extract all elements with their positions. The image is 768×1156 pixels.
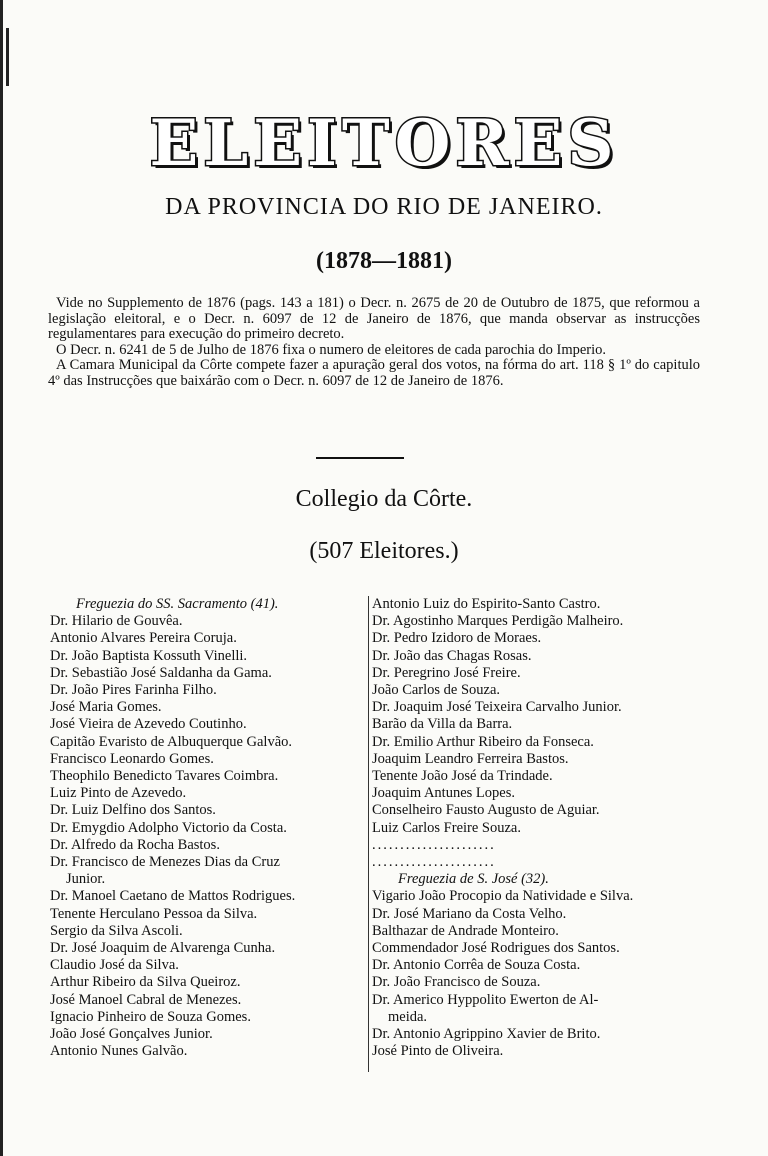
list-item: José Manoel Cabral de Menezes. [50,991,242,1008]
intro-paragraph-2: O Decr. n. 6241 de 5 de Julho de 1876 fixa o numero de eleitores de cada parochia do Imperio. [56,341,607,358]
list-item: Capitão Evaristo de Albuquerque Galvão. [50,733,293,750]
college-title: Collegio da Côrte. [295,486,473,512]
list-item: José Maria Gomes. [50,699,162,716]
list-item: Arthur Ribeiro da Silva Queiroz. [50,974,241,991]
intro-paragraph-3: A Camara Municipal da Côrte compete fazer a apuração geral dos votos, na fórma do art. 118 § 1º do capitulo 4º das Instrucções que baixárão com o Decr. n. 6097 de 12 de Janeiro de 1876. [48,357,700,389]
parish-heading: Freguezia de S. José (32). [398,871,549,888]
list-item: Dr. Francisco de Menezes Dias da Cruz [50,854,280,871]
page-edge-mark [6,28,9,86]
list-item: Dr. Joaquim José Teixeira Carvalho Junior. [372,699,622,716]
page-title: ELEITORES [149,106,619,181]
ellipsis-line: ...................... [372,854,496,871]
intro-notes [48,296,700,389]
list-item: Antonio Luiz do Espirito-Santo Castro. [372,596,601,612]
list-item: Balthazar de Andrade Monteiro. [372,922,559,939]
list-item: Dr. Luiz Delfino dos Santos. [50,802,216,819]
right-column [372,596,690,1060]
list-item: José Pinto de Oliveira. [372,1043,504,1060]
column-divider [368,596,369,1072]
list-item: Antonio Alvares Pereira Coruja. [50,630,237,647]
list-item: Dr. Sebastião José Saldanha da Gama. [50,664,272,681]
list-item: Dr. Manoel Caetano de Mattos Rodrigues. [50,888,296,905]
list-item: Tenente João José da Trindade. [372,768,553,785]
list-item: Antonio Nunes Galvão. [50,1043,188,1060]
list-item: Claudio José da Silva. [50,957,179,974]
list-item: Luiz Carlos Freire Souza. [372,819,521,836]
list-item: Francisco Leonardo Gomes. [50,750,214,767]
list-item: Dr. Emygdio Adolpho Victorio da Costa. [50,819,287,836]
list-item: Dr. Peregrino José Freire. [372,664,521,681]
list-item: Luiz Pinto de Azevedo. [50,785,187,802]
list-item: Barão da Villa da Barra. [372,716,513,733]
list-item: Dr. Alfredo da Rocha Bastos. [50,836,220,853]
page-subtitle: DA PROVINCIA DO RIO DE JANEIRO. [165,194,603,220]
list-item: Dr. Agostinho Marques Perdigão Malheiro. [372,613,624,630]
list-item: Tenente Herculano Pessoa da Silva. [50,905,258,922]
list-item: Sergio da Silva Ascoli. [50,922,183,939]
list-item: Conselheiro Fausto Augusto de Aguiar. [372,802,600,819]
list-item: Dr. João Baptista Kossuth Vinelli. [50,647,248,664]
list-item: Joaquim Antunes Lopes. [372,785,515,802]
parish-heading: Freguezia do SS. Sacramento (41). [76,596,279,612]
list-item: José Vieira de Azevedo Coutinho. [50,716,247,733]
list-item: Dr. João das Chagas Rosas. [372,647,532,664]
list-item: Dr. Pedro Izidoro de Moraes. [372,630,542,647]
year-range: (1878—1881) [316,248,452,274]
left-column [50,596,368,1060]
list-item: Dr. João Francisco de Souza. [372,974,541,991]
list-item: Theophilo Benedicto Tavares Coimbra. [50,768,279,785]
elector-count: (507 Eleitores.) [309,538,459,564]
list-item: Dr. Emilio Arthur Ribeiro da Fonseca. [372,733,594,750]
section-divider [316,457,404,459]
ellipsis-line: ...................... [372,836,496,853]
list-item: Dr. Antonio Agrippino Xavier de Brito. [372,1026,601,1043]
list-item: Joaquim Leandro Ferreira Bastos. [372,750,569,767]
list-item: Dr. Hilario de Gouvêa. [50,613,183,630]
list-item-continuation: Junior. [66,871,106,888]
list-item: Dr. João Pires Farinha Filho. [50,682,217,699]
list-item: Dr. José Mariano da Costa Velho. [372,905,567,922]
list-item: Vigario João Procopio da Natividade e Silva. [372,888,634,905]
list-item: Dr. José Joaquim de Alvarenga Cunha. [50,940,276,957]
list-item: João Carlos de Souza. [372,682,501,699]
list-item: Dr. Americo Hyppolito Ewerton de Al- [372,991,599,1008]
list-item: João José Gonçalves Junior. [50,1026,213,1043]
list-item: Commendador José Rodrigues dos Santos. [372,940,620,957]
list-item: Dr. Antonio Corrêa de Souza Costa. [372,957,581,974]
list-item: Ignacio Pinheiro de Souza Gomes. [50,1008,251,1025]
list-item-continuation: meida. [388,1008,428,1025]
intro-paragraph-1: Vide no Supplemento de 1876 (pags. 143 a 181) o Decr. n. 2675 de 20 de Outubro de 1875, que reformou a legislação eleitoral, e o Decr. n. 6097 de 12 de Janeiro de 1876, que manda observar as instrucções regulamentares para execução do primeiro decreto. [48,295,700,342]
